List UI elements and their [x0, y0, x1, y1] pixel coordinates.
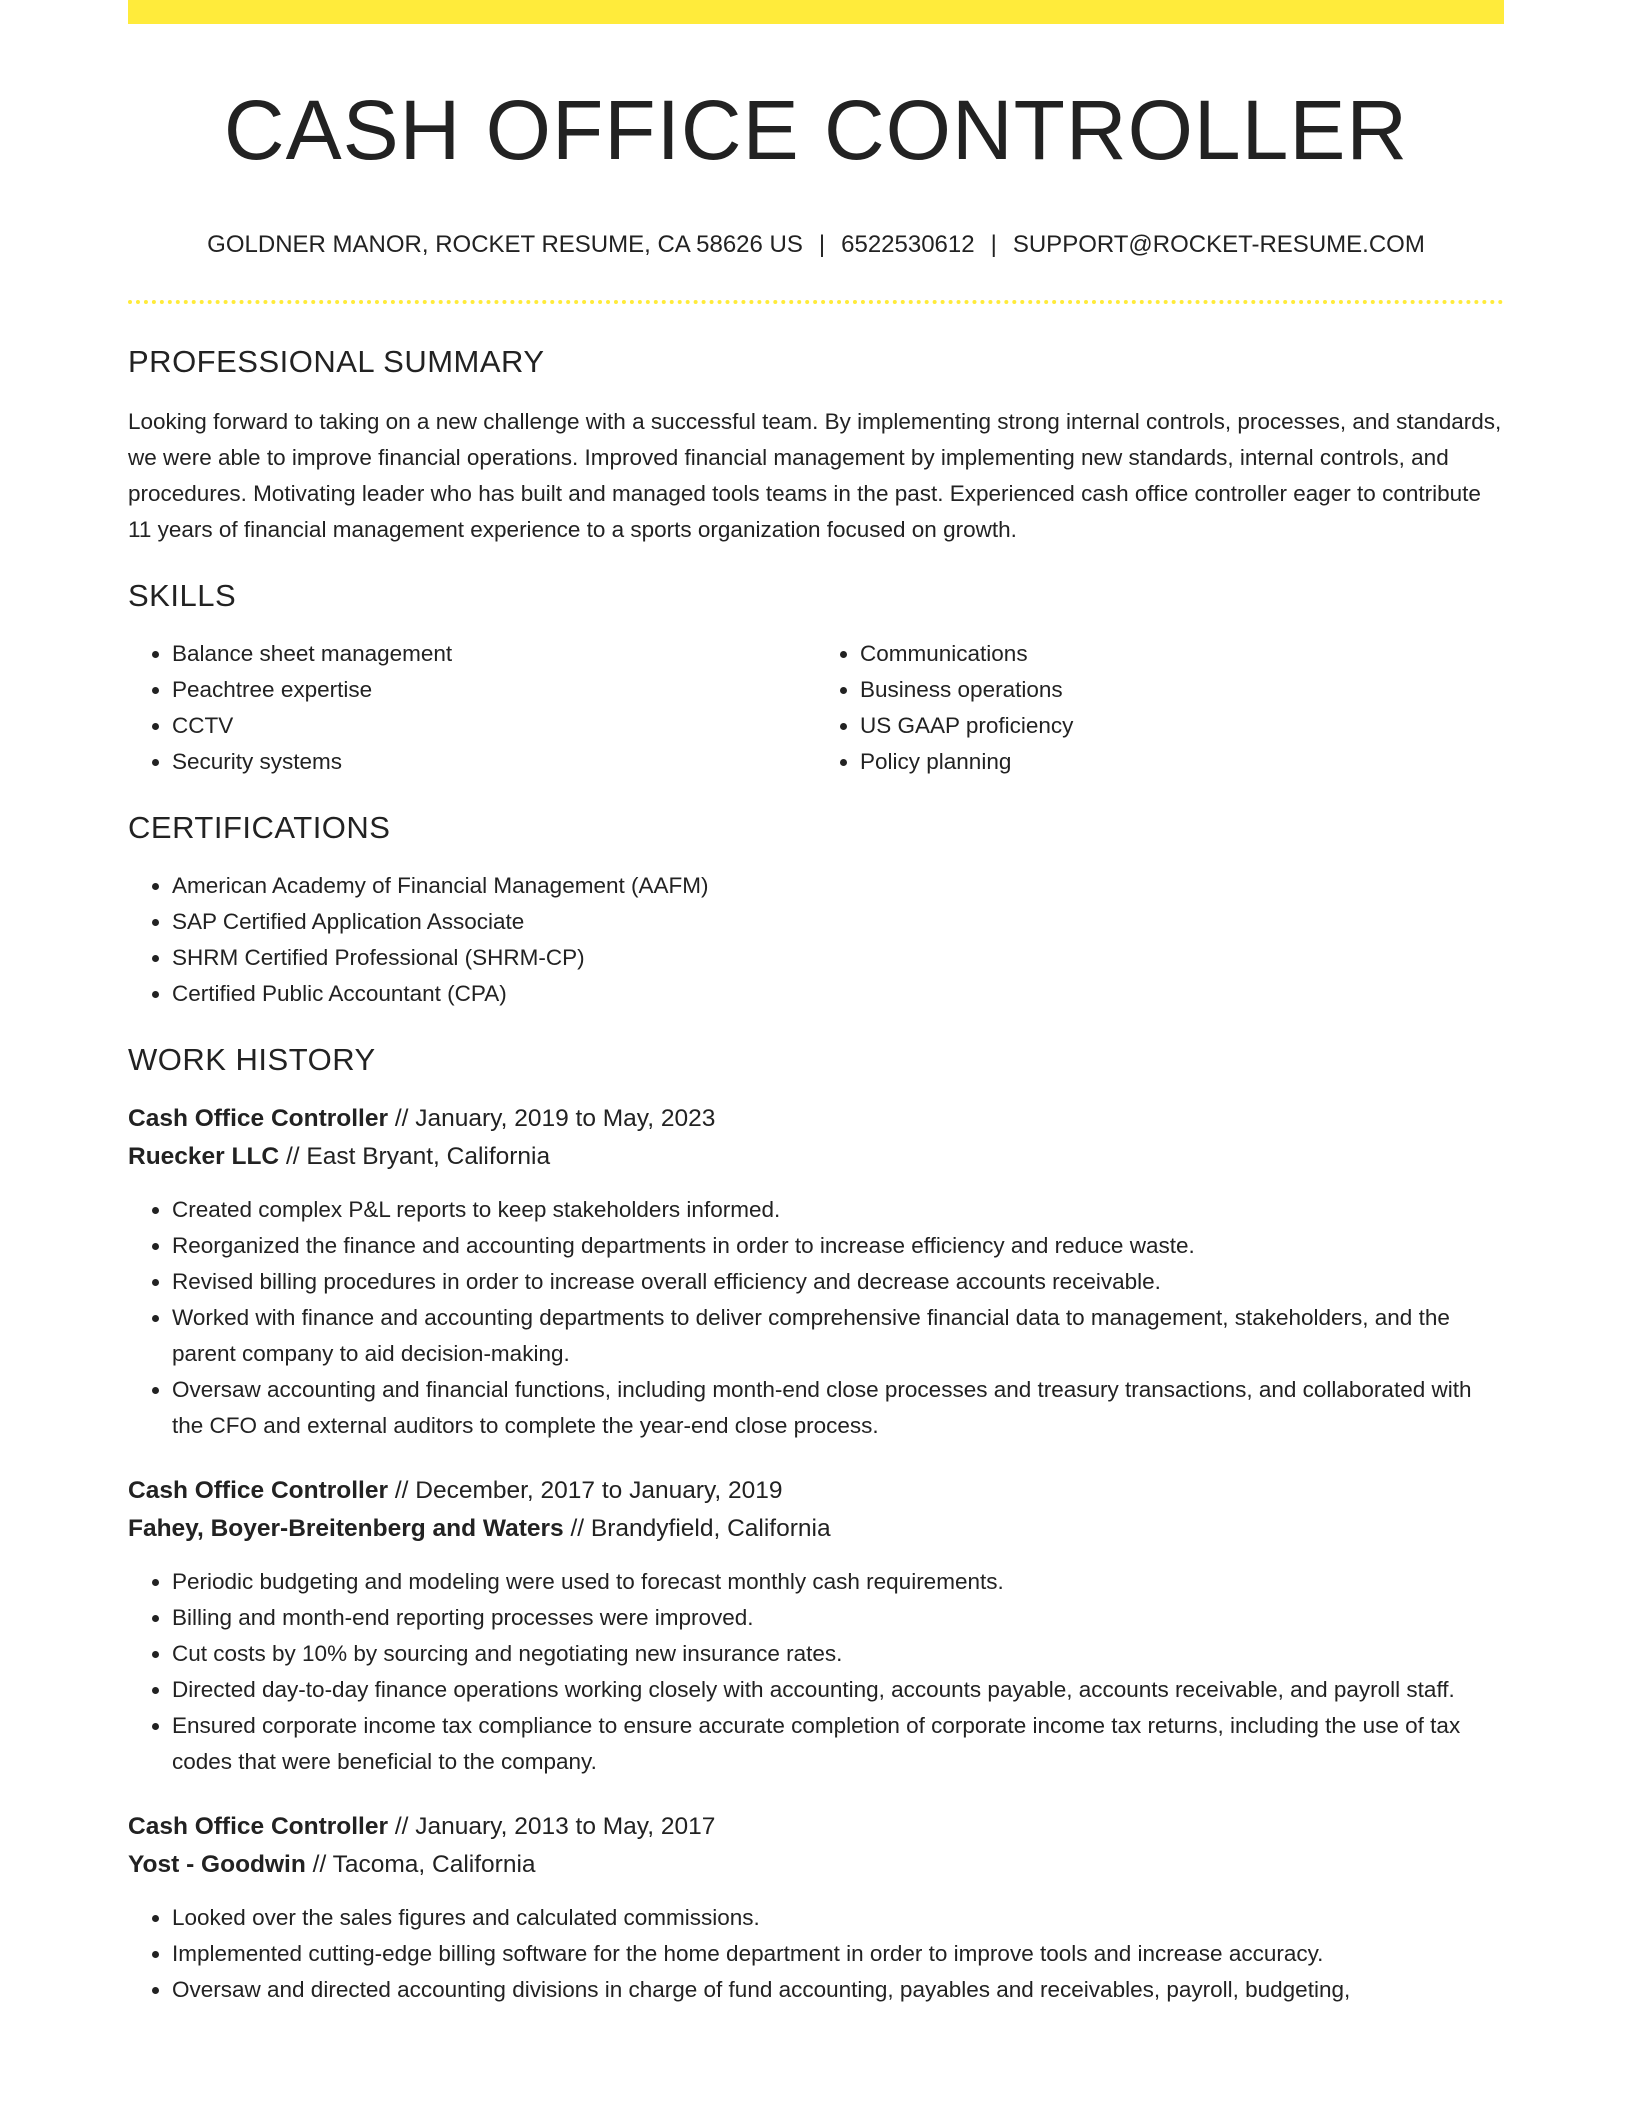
job-entry — [128, 1472, 1504, 1780]
skills-columns — [128, 636, 1504, 780]
job-title: Cash Office Controller — [128, 1477, 389, 1504]
skills-list-left — [128, 636, 816, 780]
job-dates: // January, 2019 to May, 2023 — [394, 1105, 716, 1132]
skill-item: • Peachtree expertise — [172, 672, 816, 708]
summary-text: Looking forward to taking on a new challenge with a successful team. By implementing strong internal controls, processes, and standards, we were able to improve financial operations. Improved financial management by implementing new standards, internal controls, and procedures. Motivating leader who has built and managed tools teams in the past. Experienced cash office controller eager to contribute 11 years of financial management experience to a sports organization focused on growth. — [128, 409, 1502, 542]
skill-item: • Communications — [860, 636, 1504, 672]
certifications-list — [128, 868, 1504, 1012]
section-heading-certifications: CERTIFICATIONS — [128, 810, 391, 845]
job-location: // Brandyfield, California — [570, 1515, 831, 1542]
dotted-divider — [128, 300, 1504, 304]
certification-item: • American Academy of Financial Management (AAFM) — [172, 868, 1504, 904]
skill-item: • Balance sheet management — [172, 636, 816, 672]
job-company: Yost - Goodwin — [128, 1851, 306, 1878]
section-heading-skills: SKILLS — [128, 578, 237, 613]
contact-separator: | — [818, 231, 826, 258]
job-bullet: • Looked over the sales figures and calculated commissions. — [172, 1900, 1504, 1936]
contact-separator: | — [990, 231, 997, 258]
job-bullet: • Created complex P&L reports to keep stakeholders informed. — [172, 1192, 1504, 1228]
skill-item: • US GAAP proficiency — [860, 708, 1504, 744]
certification-item: • SAP Certified Application Associate — [172, 904, 1504, 940]
skills-list-right — [816, 636, 1504, 780]
job-location: // Tacoma, California — [312, 1851, 536, 1878]
job-bullet: • Reorganized the finance and accounting departments in order to increase efficiency and reduce waste. — [172, 1228, 1504, 1264]
job-bullet: • Directed day-to-day finance operations working closely with accounting, accounts payable, accounts receivable, and payroll staff. — [172, 1672, 1504, 1708]
job-bullet: • Periodic budgeting and modeling were used to forecast monthly cash requirements. — [172, 1564, 1504, 1600]
job-company-line — [128, 1846, 1504, 1884]
contact-address: GOLDNER MANOR, ROCKET RESUME, CA 58626 US — [207, 231, 803, 258]
job-entry — [128, 1100, 1504, 1444]
job-location: // East Bryant, California — [285, 1143, 551, 1170]
section-heading-work-history: WORK HISTORY — [128, 1042, 376, 1077]
job-company: Ruecker LLC — [128, 1143, 280, 1170]
job-bullet: • Revised billing procedures in order to increase overall efficiency and decrease accounts receivable. — [172, 1264, 1504, 1300]
contact-phone: 6522530612 — [841, 231, 975, 258]
contact-line — [128, 230, 1504, 260]
skill-item: • Security systems — [172, 744, 816, 780]
job-company-line — [128, 1510, 1504, 1548]
job-bullet: • Cut costs by 10% by sourcing and negotiating new insurance rates. — [172, 1636, 1504, 1672]
job-entry — [128, 1808, 1504, 2008]
job-bullet: • Worked with finance and accounting departments to deliver comprehensive financial data to management, stakeholders, and the parent company to aid decision-making. — [172, 1300, 1504, 1372]
skill-item: • Business operations — [860, 672, 1504, 708]
job-company: Fahey, Boyer-Breitenberg and Waters — [128, 1515, 564, 1542]
resume-title: CASH OFFICE CONTROLLER — [223, 83, 1409, 177]
job-bullet: • Billing and month-end reporting processes were improved. — [172, 1600, 1504, 1636]
job-title: Cash Office Controller — [128, 1105, 389, 1132]
job-company-line — [128, 1138, 1504, 1176]
job-bullets — [128, 1564, 1504, 1780]
certification-item: • Certified Public Accountant (CPA) — [172, 976, 1504, 1012]
contact-email: SUPPORT@ROCKET-RESUME.COM — [1012, 231, 1425, 258]
job-title: Cash Office Controller — [128, 1813, 389, 1840]
certification-item: • SHRM Certified Professional (SHRM-CP) — [172, 940, 1504, 976]
job-bullet: • Implemented cutting-edge billing software for the home department in order to improve tools and increase accuracy. — [172, 1936, 1504, 1972]
accent-bar — [128, 0, 1504, 24]
resume-page — [128, 0, 1504, 2008]
job-bullet: • Oversaw accounting and financial functions, including month-end close processes and treasury transactions, and collaborated with the CFO and external auditors to complete the year-end close process. — [172, 1372, 1504, 1444]
section-heading-summary: PROFESSIONAL SUMMARY — [128, 344, 545, 379]
job-title-line — [128, 1100, 1504, 1138]
skill-item: • Policy planning — [860, 744, 1504, 780]
job-bullet: • Ensured corporate income tax compliance to ensure accurate completion of corporate income tax returns, including the use of tax codes that were beneficial to the company. — [172, 1708, 1504, 1780]
job-dates: // January, 2013 to May, 2017 — [394, 1813, 716, 1840]
job-bullets — [128, 1192, 1504, 1444]
job-title-line — [128, 1472, 1504, 1510]
job-bullet: • Oversaw and directed accounting divisions in charge of fund accounting, payables and receivables, payroll, budgeting, — [172, 1972, 1504, 2008]
job-dates: // December, 2017 to January, 2019 — [394, 1477, 783, 1504]
job-title-line — [128, 1808, 1504, 1846]
job-bullets — [128, 1900, 1504, 2008]
skill-item: • CCTV — [172, 708, 816, 744]
